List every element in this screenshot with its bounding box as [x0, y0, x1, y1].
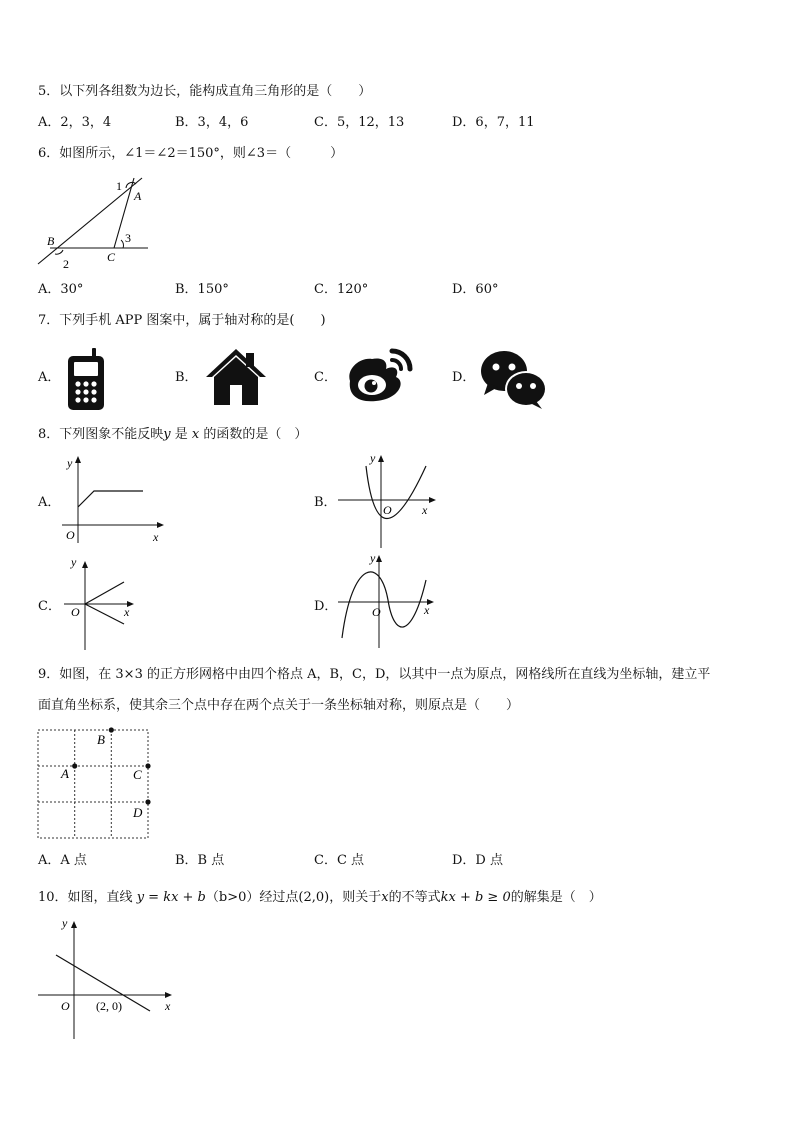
q6-angle-2-arc: [55, 250, 63, 254]
svg-text:D: D: [133, 805, 143, 820]
q7-option-a: A．: [38, 370, 61, 385]
q6-label-a: A: [134, 189, 142, 203]
q10-condition: （b>0）: [205, 890, 260, 905]
q10-line-graph: [36, 915, 186, 1040]
q8-option-c: C．: [38, 599, 61, 614]
q6-option-d: D．60°: [452, 282, 499, 297]
q8-graph-a: [60, 455, 170, 545]
svg-text:O: O: [61, 999, 70, 1013]
q6-line-ba: [38, 178, 142, 264]
svg-text:x: x: [424, 603, 430, 617]
q6-label-b: B: [47, 234, 55, 248]
phone-icon: [66, 348, 108, 412]
q6-angle-3-arc: [121, 240, 124, 248]
svg-text:y: y: [370, 551, 376, 565]
q6-option-b: B．150°: [175, 282, 229, 297]
q7-option-b: B．: [175, 370, 198, 385]
q8-stem-pre: 8．下列图象不能反映: [38, 427, 164, 442]
q9-point-c: [145, 763, 150, 768]
svg-text:x: x: [153, 530, 159, 544]
svg-text:x: x: [422, 503, 428, 517]
q6-label-2: 2: [63, 257, 69, 271]
svg-text:C: C: [133, 767, 142, 782]
q6-option-c: C．120°: [314, 282, 369, 297]
q9-point-a: [72, 763, 77, 768]
q5-option-d: D．6，7，11: [452, 115, 535, 130]
svg-text:O: O: [383, 503, 392, 517]
svg-text:A: A: [61, 766, 69, 781]
q6-label-3: 3: [125, 231, 131, 245]
q10-stem: [38, 890, 602, 906]
svg-text:y: y: [71, 555, 77, 569]
q10-formula: y = kx + b: [136, 890, 206, 905]
svg-text:y: y: [370, 451, 376, 465]
q8-stem-x: x: [191, 427, 200, 442]
q10-stem-pre: 10．如图，直线: [38, 890, 137, 905]
q8-graph-c: [60, 552, 150, 652]
q5-option-b: B．3，4，6: [175, 115, 249, 130]
q9-stem-line-1: 9．如图，在 3×3 的正方形网格中由四个格点 A，B，C，D，以其中一点为原点，网格线所在直线为坐标轴，建立平: [38, 667, 711, 682]
q8-option-b: B．: [314, 495, 337, 510]
q10-point: (2,0): [298, 890, 330, 905]
weibo-icon: [342, 345, 414, 405]
svg-text:O: O: [372, 605, 381, 619]
svg-text:O: O: [71, 605, 80, 619]
q9-point-d: [145, 799, 150, 804]
wechat-icon: [480, 349, 548, 409]
q10-stem-mid2: ，则关于: [329, 890, 382, 905]
q9-option-b: B．B 点: [175, 853, 225, 868]
q9-option-d: D．D 点: [452, 853, 503, 868]
svg-text:y: y: [67, 456, 73, 470]
q8-stem-post: 的函数的是（ ）: [199, 427, 308, 442]
q10-stem-mid3: 的不等式: [388, 890, 441, 905]
q10-stem-x: x: [381, 890, 389, 905]
q9-point-b: [109, 727, 114, 732]
q10-stem-mid: 经过点: [259, 890, 299, 905]
q8-stem-y: y: [163, 427, 171, 442]
q8-option-d: D．: [314, 599, 338, 614]
q9-grid-figure: [37, 727, 157, 842]
q5-stem: 5．以下列各组数为边长，能构成直角三角形的是（ ）: [38, 84, 372, 99]
svg-text:(2, 0): (2, 0): [96, 999, 122, 1013]
q6-triangle-figure: [30, 172, 160, 272]
q8-stem-mid: 是: [170, 427, 192, 442]
q10-inequality: kx + b ≥ 0: [440, 890, 511, 905]
q9-option-a: A．A 点: [38, 853, 87, 868]
home-icon: [204, 347, 268, 405]
q9-option-c: C．C 点: [314, 853, 365, 868]
svg-text:x: x: [124, 605, 130, 619]
q8-stem: [38, 427, 307, 443]
q6-label-c: C: [107, 250, 116, 264]
svg-text:x: x: [165, 999, 171, 1013]
q8-graph-b: [336, 450, 446, 550]
q9-stem-line-2: 面直角坐标系，使其余三个点中存在两个点关于一条坐标轴对称，则原点是（ ）: [38, 698, 520, 713]
q10-stem-post: 的解集是（ ）: [510, 890, 602, 905]
q7-option-c: C．: [314, 370, 337, 385]
svg-text:y: y: [62, 916, 68, 930]
svg-text:O: O: [66, 528, 75, 542]
q7-stem: 7．下列手机 APP 图案中，属于轴对称的是( ): [38, 313, 326, 328]
q5-option-c: C．5，12，13: [314, 115, 405, 130]
q6-label-1: 1: [116, 179, 122, 193]
q7-option-d: D．: [452, 370, 476, 385]
q6-stem: 6．如图所示，∠1＝∠2＝150°，则∠3＝（ ）: [38, 146, 344, 161]
q8-option-a: A．: [38, 495, 61, 510]
q6-option-a: A．30°: [38, 282, 84, 297]
q5-option-a: A．2，3，4: [38, 115, 112, 130]
q8-graph-d: [336, 550, 446, 650]
svg-text:B: B: [97, 732, 105, 747]
